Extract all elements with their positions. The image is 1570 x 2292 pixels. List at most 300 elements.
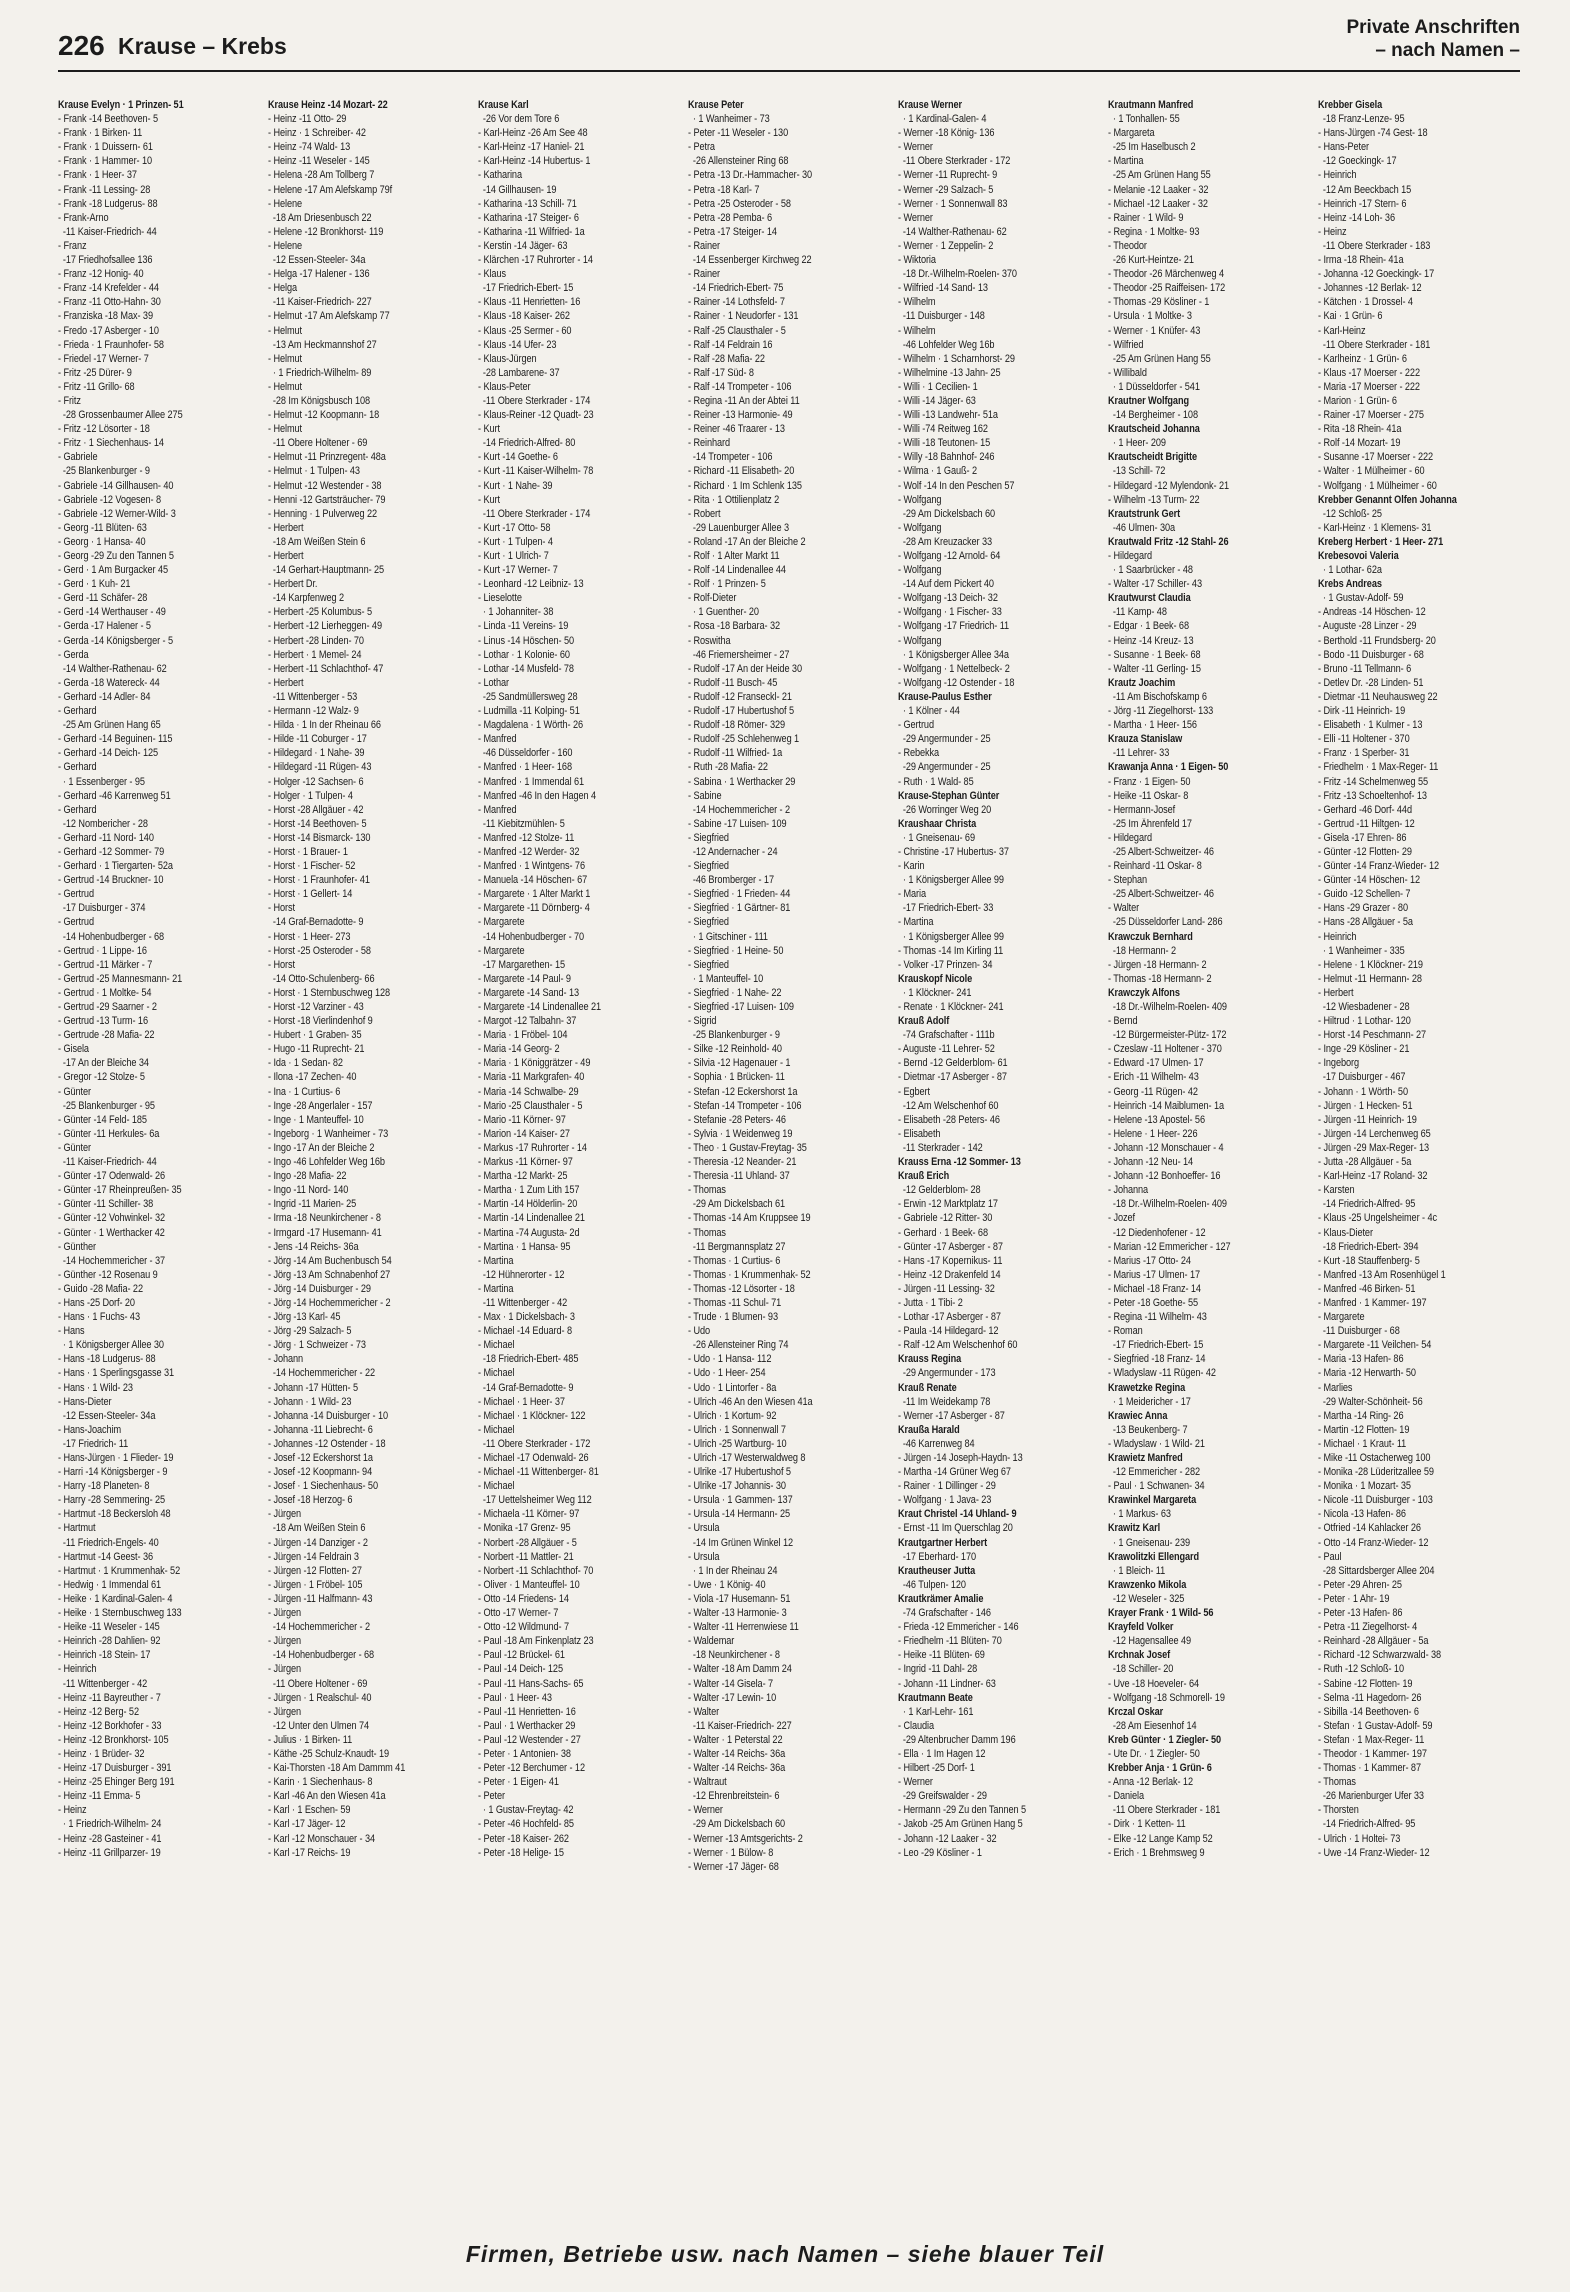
directory-entry: - Manfred [478, 803, 517, 816]
directory-entry: -18 Neunkirchener - 8 [692, 1649, 780, 1662]
directory-entry: - Fritz -25 Dürer- 9 [58, 366, 132, 379]
directory-entry: - Gerhard · 1 Tiergarten- 52a [58, 860, 173, 873]
directory-entry: - Johann [268, 1353, 304, 1366]
directory-entry: - Selma -11 Hagedorn- 26 [1318, 1691, 1422, 1704]
directory-entry: - Wilma · 1 Gauß- 2 [898, 465, 977, 478]
directory-entry: - Hubert · 1 Graben- 35 [268, 1029, 362, 1042]
directory-entry: Krautmann Beate [898, 1691, 973, 1704]
directory-entry: - Gerhard [58, 705, 97, 718]
directory-entry: - Thomas -12 Lösorter - 18 [688, 1282, 795, 1295]
directory-entry: - Ingeborg · 1 Wanheimer - 73 [268, 1127, 389, 1140]
directory-entry: - Georg -11 Blüten- 63 [58, 521, 147, 534]
directory-entry: - Martin -14 Lindenallee 21 [478, 1212, 585, 1225]
directory-entry: - Viola -17 Husemann- 51 [688, 1592, 791, 1605]
directory-entry: - Hartmut [58, 1522, 96, 1535]
directory-entry: -11 Kaiser-Friedrich- 227 [272, 296, 372, 309]
directory-entry: - Peter · 1 Antonien- 38 [478, 1747, 571, 1760]
directory-entry: · 1 Essenberger - 95 [62, 775, 145, 788]
directory-entry: - Rolf · 1 Prinzen- 5 [688, 578, 766, 591]
directory-entry: - Auguste -28 Linzer - 29 [1318, 620, 1417, 633]
directory-entry: -26 Kurt-Heintze- 21 [1112, 254, 1194, 267]
directory-entry: - Josef -12 Eckershorst 1a [268, 1452, 373, 1464]
directory-entry: - Siegfried · 1 Heine- 50 [688, 944, 784, 957]
directory-entry: - Johannes -12 Berlak- 12 [1318, 282, 1422, 295]
directory-entry: - Hans -18 Ludgerus- 88 [58, 1353, 156, 1366]
directory-entry: -11 Friedrich-Engels- 40 [62, 1536, 159, 1549]
directory-entry: Krayfeld Volker [1108, 1621, 1174, 1634]
directory-entry: -29 Angermunder - 25 [902, 733, 991, 746]
directory-entry: - Rolf · 1 Alter Markt 11 [688, 550, 780, 562]
directory-entry: - Helmut [268, 380, 303, 393]
directory-entry: Krchnak Josef [1108, 1649, 1171, 1662]
directory-entry: - Udo · 1 Lintorfer - 8a [688, 1381, 777, 1394]
directory-entry: - Günther [58, 1240, 97, 1253]
directory-entry: - Richard · 1 Im Schlenk 135 [688, 479, 802, 492]
directory-entry: -14 Graf-Bernadotte- 9 [272, 916, 364, 929]
directory-entry: - Thomas · 1 Krummenhak- 52 [688, 1268, 811, 1281]
directory-entry: - Theodor [1108, 239, 1147, 252]
directory-entry: -12 Goeckingk- 17 [1322, 155, 1397, 168]
directory-entry: - Inge -28 Angerlaler - 157 [268, 1099, 373, 1112]
directory-entry: - Theo · 1 Gustav-Freytag- 35 [688, 1141, 807, 1154]
directory-entry: -26 Allensteiner Ring 68 [692, 155, 789, 168]
directory-entry: - Ralf -14 Trompeter - 106 [688, 380, 792, 393]
directory-entry: Krautscheidt Brigitte [1108, 451, 1198, 464]
directory-entry: - Robert [688, 507, 721, 520]
directory-entry: · 1 Gneisenau- 239 [1112, 1536, 1190, 1549]
directory-entry: - Georg -29 Zu den Tannen 5 [58, 550, 174, 562]
directory-entry: - Henning · 1 Pulverweg 22 [268, 507, 378, 520]
directory-entry: -12 Gelderblom- 28 [902, 1184, 981, 1197]
directory-entry: - Heinz -12 Bronkhorst- 105 [58, 1733, 169, 1746]
directory-entry: - Jürgen [268, 1607, 302, 1620]
directory-entry: - Roman [1108, 1325, 1143, 1338]
directory-entry: - Sylvia · 1 Weidenweg 19 [688, 1127, 793, 1140]
directory-entry: - Henni -12 Gartsträucher- 79 [268, 493, 386, 506]
directory-entry: - Gabriele -12 Werner-Wild- 3 [58, 507, 176, 520]
directory-entry: - Sigrid [688, 1015, 717, 1028]
directory-entry: - Otfried -14 Kahlacker 26 [1318, 1522, 1421, 1535]
directory-entry: - Michael [478, 1480, 515, 1493]
directory-entry: - Oliver · 1 Manteuffel- 10 [478, 1578, 580, 1591]
directory-entry: - Ulrich · 1 Holtei- 73 [1318, 1832, 1401, 1845]
directory-entry: - Jörg -11 Ziegelhorst- 133 [1108, 705, 1214, 718]
directory-column-7 [1318, 98, 1518, 2188]
directory-entry: - Franz · 1 Eigen- 50 [1108, 775, 1191, 788]
directory-entry: - Jürgen -14 Danziger - 2 [268, 1536, 368, 1549]
directory-entry: - Margarete -11 Veilchen- 54 [1318, 1339, 1432, 1352]
directory-entry: · 1 Wanheimer - 73 [692, 113, 770, 126]
page-category-line-1: Private Anschriften [1346, 17, 1520, 38]
directory-entry: - Petra -25 Osteroder - 58 [688, 197, 791, 210]
directory-entry: - Ingo -28 Mafia- 22 [268, 1170, 347, 1183]
directory-entry: - Martha -12 Markt- 25 [478, 1170, 568, 1183]
directory-entry: - Gisela -17 Ehren- 86 [1318, 831, 1407, 844]
directory-entry: - Walter [688, 1705, 720, 1718]
directory-entry: - Franz -12 Honig- 40 [58, 268, 144, 281]
directory-entry: · 1 Kardinal-Galen- 4 [902, 113, 987, 126]
directory-entry: -12 Am Beeckbach 15 [1322, 183, 1412, 196]
directory-entry: - Rudolf -17 An der Heide 30 [688, 662, 802, 675]
directory-entry: - Gerda [58, 648, 89, 661]
directory-entry: -14 Hochemmericher - 22 [272, 1367, 376, 1380]
directory-entry: - Martha · 1 Zum Lith 157 [478, 1184, 580, 1197]
directory-entry: - Marian -12 Emmericher - 127 [1108, 1240, 1231, 1253]
directory-entry: - Elisabeth [898, 1127, 941, 1140]
directory-entry: -14 Walther-Rathenau- 62 [62, 662, 167, 675]
directory-entry: - Katharina [478, 169, 522, 182]
directory-entry: - Frank · 1 Heer- 37 [58, 169, 137, 182]
directory-entry: - Heinz [58, 1804, 87, 1817]
directory-entry: Krauss Erna -12 Sommer- 13 [898, 1156, 1021, 1169]
directory-entry: -18 Am Weißen Stein 6 [272, 535, 366, 548]
directory-entry: - Ulrich -25 Wartburg- 10 [688, 1437, 787, 1450]
directory-entry: - Helene [268, 239, 303, 252]
directory-entry: - Horst -14 Beethoven- 5 [268, 817, 367, 830]
directory-entry: - Mario -11 Körner- 97 [478, 1113, 566, 1126]
directory-entry: - Michael · 1 Kraut- 11 [1318, 1437, 1407, 1450]
directory-entry: - Fritz -11 Grillo- 68 [58, 380, 135, 393]
directory-entry: - Horst [268, 958, 295, 971]
directory-entry: - Siegfried -18 Franz- 14 [1108, 1353, 1206, 1366]
directory-entry: -26 Vor dem Tore 6 [482, 113, 560, 126]
directory-entry: - Katharina -17 Steiger- 6 [478, 211, 579, 224]
directory-entry: - Siegfried [688, 958, 729, 971]
directory-entry: - Hartmut · 1 Krummenhak- 52 [58, 1564, 181, 1577]
directory-entry: - Roswitha [688, 634, 731, 647]
directory-entry: · 1 Meidericher - 17 [1112, 1395, 1191, 1408]
directory-entry: - Thomas -14 Im Kirling 11 [898, 944, 1004, 957]
directory-entry: - Herbert -25 Kolumbus- 5 [268, 606, 373, 619]
directory-entry: -12 Essen-Steeler- 34a [272, 254, 366, 267]
directory-entry: -14 Auf dem Pickert 40 [902, 578, 994, 591]
directory-entry: - Friedhelm · 1 Max-Reger- 11 [1318, 761, 1439, 774]
directory-entry: - Michaela -11 Körner- 97 [478, 1508, 580, 1521]
directory-entry: - Peter -18 Kaiser- 262 [478, 1832, 569, 1845]
directory-entry: -14 Hochemmericher - 37 [62, 1254, 166, 1267]
directory-entry: - Martha -14 Ring- 26 [1318, 1409, 1404, 1422]
directory-entry: - Wolfgang · 1 Mülheimer - 60 [1318, 479, 1437, 492]
directory-entry: - Karsten [1318, 1184, 1355, 1197]
directory-entry: - Franz -11 Otto-Hahn- 30 [58, 296, 161, 309]
directory-entry: Kraushaar Christa [898, 817, 977, 830]
directory-entry: - Heinz -12 Drakenfeld 14 [898, 1268, 1001, 1281]
directory-entry: -29 Angermunder - 25 [902, 761, 991, 774]
directory-entry: - Martina [478, 1282, 514, 1295]
directory-entry: -29 Am Dickelsbach 60 [692, 1818, 786, 1831]
directory-entry: - Kurt · 1 Tulpen- 4 [478, 535, 553, 548]
directory-entry: - Jutta · 1 Tibi- 2 [898, 1296, 963, 1309]
directory-entry: - Ulrich · 1 Sonnenwall 7 [688, 1423, 786, 1436]
directory-entry: - Karlheinz · 1 Grün- 6 [1318, 352, 1407, 365]
directory-entry: - Guido -28 Mafia- 22 [58, 1282, 143, 1295]
directory-entry: -11 Obere Sterkrader - 174 [482, 394, 591, 407]
directory-entry: - Hilde -11 Coburger - 17 [268, 733, 367, 746]
directory-entry: - Paul [1318, 1550, 1342, 1563]
directory-entry: Krauß Adolf [898, 1015, 950, 1028]
directory-entry: - Theresia -12 Neander- 21 [688, 1156, 797, 1169]
directory-entry: -25 Düsseldorfer Land- 286 [1112, 916, 1223, 929]
directory-entry: -14 Gillhausen- 19 [482, 183, 557, 196]
directory-entry: - Jürgen -12 Flotten- 27 [268, 1564, 362, 1577]
directory-entry: - Heinz -11 Weseler - 145 [268, 155, 370, 168]
directory-entry: - Jürgen [268, 1508, 302, 1521]
directory-column-3 [478, 98, 678, 2188]
directory-entry: - Gerda -14 Königsberger - 5 [58, 634, 173, 647]
directory-entry: - Ida · 1 Sedan- 82 [268, 1057, 343, 1070]
directory-entry: -11 Kiebitzmühlen- 5 [482, 817, 565, 830]
directory-entry: - Gerhard -46 Karrenweg 51 [58, 789, 171, 802]
directory-entry: - Lieselotte [478, 592, 522, 605]
directory-entry: -25 Am Grünen Hang 55 [1112, 352, 1211, 365]
directory-entry: -25 Im Haselbusch 2 [1112, 141, 1196, 154]
directory-entry: - Irmgard -17 Husemann- 41 [268, 1226, 382, 1239]
directory-entry: - Maria -14 Schwalbe- 29 [478, 1085, 579, 1098]
directory-entry: - Johann -17 Hütten- 5 [268, 1381, 358, 1394]
directory-entry: · 1 Friedrich-Wilhelm- 89 [272, 366, 372, 379]
directory-entry: -25 Blankenburger - 9 [692, 1029, 780, 1042]
directory-entry: - Kurt -17 Werner- 7 [478, 564, 558, 577]
directory-entry: - Sabine -17 Luisen- 109 [688, 817, 787, 830]
directory-entry: - Ulrich · 1 Kortum- 92 [688, 1409, 777, 1422]
directory-entry: - Paul · 1 Werthacker 29 [478, 1719, 576, 1732]
directory-entry: - Rita · 1 Ottilienplatz 2 [688, 493, 780, 506]
directory-entry: - Margarete -14 Lindenallee 21 [478, 1001, 601, 1013]
directory-entry: - Siegfried · 1 Nahe- 22 [688, 986, 782, 999]
directory-entry: - Linda -11 Vereins- 19 [478, 620, 569, 633]
directory-entry: - Karl-Heinz · 1 Klemens- 31 [1318, 521, 1432, 534]
directory-entry: - Horst -18 Vierlindenhof 9 [268, 1015, 373, 1028]
directory-entry: - Rudolf -12 Franseckl- 21 [688, 690, 792, 703]
directory-entry: -25 Im Ährenfeld 17 [1112, 817, 1192, 830]
directory-entry: - Paul -12 Westender - 27 [478, 1733, 581, 1746]
directory-entry: Krauss Regina [898, 1353, 962, 1366]
directory-entry: - Edgar · 1 Beek- 68 [1108, 620, 1189, 633]
directory-entry: - Karl-Heinz -26 Am See 48 [478, 127, 588, 140]
directory-entry: - Julius · 1 Birken- 11 [268, 1733, 353, 1746]
directory-entry: - Johanna -11 Liebrecht- 6 [268, 1423, 373, 1436]
directory-entry: - Udo · 1 Heer- 254 [688, 1367, 766, 1380]
directory-entry: - Udo · 1 Hansa- 112 [688, 1353, 772, 1366]
directory-entry: - Wiktoria [898, 254, 936, 267]
directory-entry: - Rainer [688, 268, 720, 281]
directory-entry: -18 Dr.-Wilhelm-Roelen- 409 [1112, 1001, 1227, 1013]
directory-entry: - Ulrich -46 An den Wiesen 41a [688, 1395, 813, 1408]
directory-entry: - Wilhelm · 1 Scharnhorst- 29 [898, 352, 1015, 365]
directory-entry: - Michael -14 Eduard- 8 [478, 1325, 572, 1338]
directory-entry: Krebber Genannt Olfen Johanna [1318, 493, 1457, 506]
directory-entry: - Manfred · 1 Kammer- 197 [1318, 1296, 1427, 1309]
directory-entry: -29 Walter-Schönheit- 56 [1322, 1395, 1423, 1408]
directory-entry: - Michael [478, 1339, 515, 1352]
directory-entry: -17 Friedrich-Ebert- 33 [902, 902, 994, 915]
directory-entry: - Dirk · 1 Ketten- 11 [1108, 1818, 1186, 1831]
directory-entry: - Kurt -11 Kaiser-Wilhelm- 78 [478, 465, 594, 478]
directory-entry: - Wilhelm [898, 296, 936, 309]
directory-entry: -11 Lehrer- 33 [1112, 747, 1170, 760]
directory-entry: - Jörg -14 Duisburger - 29 [268, 1282, 371, 1295]
directory-entry: -25 Sandmüllersweg 28 [482, 690, 578, 703]
directory-entry: - Marius -17 Otto- 24 [1108, 1254, 1191, 1267]
directory-entry: - Siegfried [688, 860, 729, 873]
directory-entry: - Gertrud -11 Märker - 7 [58, 958, 153, 971]
directory-entry: - Czeslaw -11 Holtener - 370 [1108, 1043, 1222, 1056]
directory-entry: - Michael · 1 Klöckner- 122 [478, 1409, 586, 1422]
directory-entry: - Leonhard -12 Leibniz- 13 [478, 578, 584, 591]
directory-entry: -14 Friedrich-Alfred- 95 [1322, 1818, 1416, 1831]
directory-entry: - Manfred · 1 Heer- 168 [478, 761, 572, 774]
directory-entry: - Herbert [268, 550, 304, 562]
directory-entry: - Karl-Heinz -17 Roland- 32 [1318, 1170, 1428, 1183]
directory-entry: - Jürgen -14 Lerchenweg 65 [1318, 1127, 1431, 1140]
directory-entry: -13 Schill- 72 [1112, 465, 1166, 478]
directory-entry: - Gertrud -11 Hiltgen- 12 [1318, 817, 1415, 830]
directory-entry: -12 Bürgermeister-Pütz- 172 [1112, 1029, 1227, 1042]
directory-entry: - Bruno -11 Tellmann- 6 [1318, 662, 1412, 675]
directory-entry: - Manuela -14 Höschen- 67 [478, 874, 588, 887]
directory-entry: - Sibilla -14 Beethoven- 6 [1318, 1705, 1419, 1718]
directory-entry: - Werner [898, 141, 933, 154]
directory-entry: - Hans · 1 Wild- 23 [58, 1381, 133, 1394]
directory-entry: - Richard -12 Schwarzwald- 38 [1318, 1649, 1442, 1662]
directory-entry: - Stefan · 1 Gustav-Adolf- 59 [1318, 1719, 1433, 1732]
directory-entry: - Peter -46 Hochfeld- 85 [478, 1818, 574, 1831]
directory-entry: - Siegfried [688, 916, 729, 929]
directory-entry: - Karl-Heinz -14 Hubertus- 1 [478, 155, 591, 168]
directory-entry: - Walter · 1 Peterstal 22 [688, 1733, 783, 1746]
directory-entry: - Heinz -14 Kreuz- 13 [1108, 634, 1194, 647]
directory-entry: - Regina · 1 Moltke- 93 [1108, 225, 1200, 238]
directory-entry: - Reinhard -11 Oskar- 8 [1108, 860, 1202, 873]
directory-entry: - Hans -25 Dorf- 20 [58, 1296, 135, 1309]
directory-entry: -11 Wittenberger - 42 [482, 1296, 568, 1309]
directory-entry: · 1 Königsberger Allee 99 [902, 930, 1004, 943]
directory-entry: - Gerhard -14 Deich- 125 [58, 747, 159, 760]
directory-entry: · 1 Gneisenau- 69 [902, 831, 975, 844]
directory-entry: Krautmann Manfred [1108, 99, 1194, 111]
directory-entry: - Siegfried · 1 Frieden- 44 [688, 888, 791, 901]
directory-entry: - Jürgen -14 Feldrain 3 [268, 1550, 359, 1563]
directory-entry: Krawietz Manfred [1108, 1452, 1183, 1464]
directory-entry: - Gertrude -28 Mafia- 22 [58, 1029, 155, 1042]
directory-entry: - Ralf -17 Süd- 8 [688, 366, 754, 379]
directory-entry: - Klaus -14 Ufer- 23 [478, 338, 557, 351]
directory-entry: - Bernd [1108, 1015, 1138, 1028]
directory-entry: -28 Am Eiesenhof 14 [1112, 1719, 1197, 1732]
directory-entry: - Michael · 1 Heer- 37 [478, 1395, 565, 1408]
directory-entry: - Rainer -14 Lothsfeld- 7 [688, 296, 785, 309]
directory-entry: - Otto -17 Werner- 7 [478, 1607, 559, 1620]
directory-entry: - Sophia · 1 Brücken- 11 [688, 1071, 785, 1084]
directory-entry: - Hans · 1 Fuchs- 43 [58, 1311, 140, 1324]
directory-entry: - Margot -12 Talbahn- 37 [478, 1015, 577, 1028]
directory-entry: - Hans-Jürgen · 1 Flieder- 19 [58, 1452, 174, 1464]
directory-entry: - Fredo -17 Asberger - 10 [58, 324, 159, 337]
directory-entry: -14 Hochemmericher - 2 [692, 803, 791, 816]
directory-entry: - Petra -28 Pemba- 6 [688, 211, 773, 224]
directory-entry: - Horst · 1 Brauer- 1 [268, 845, 348, 858]
directory-entry: -25 Albert-Schweitzer- 46 [1112, 845, 1214, 858]
directory-entry: - Werner · 1 Knüfer- 43 [1108, 324, 1201, 337]
directory-entry: - Werner -29 Salzach- 5 [898, 183, 994, 196]
directory-entry: - Horst [268, 902, 295, 915]
directory-entry: - Kai · 1 Grün- 6 [1318, 310, 1383, 323]
directory-entry: -46 Tulpen- 120 [902, 1578, 966, 1591]
directory-entry: - Hans · 1 Sperlingsgasse 31 [58, 1367, 175, 1380]
directory-entry: - Stephan [1108, 874, 1148, 887]
directory-entry: - Walter -13 Harmonie- 3 [688, 1607, 787, 1620]
directory-entry: - Martin -14 Hölderlin- 20 [478, 1198, 578, 1211]
directory-entry: -11 Obere Sterkrader - 174 [482, 507, 591, 520]
directory-entry: - Willi · 1 Cecilien- 1 [898, 380, 978, 393]
directory-entry: - Ruth · 1 Wald- 85 [898, 775, 974, 788]
directory-entry: - Hiltrud · 1 Lothar- 120 [1318, 1015, 1411, 1028]
directory-entry: -11 Kaiser-Friedrich- 44 [62, 225, 157, 238]
directory-entry: - Erich · 1 Brehmsweg 9 [1108, 1846, 1205, 1859]
directory-entry: - Maria -11 Markgrafen- 40 [478, 1071, 585, 1084]
directory-entry: - Stefanie -28 Peters- 46 [688, 1113, 786, 1126]
directory-entry: · 1 Königsberger Allee 34a [902, 648, 1009, 661]
directory-entry: · 1 Guenther- 20 [692, 606, 759, 619]
directory-entry: -14 Gerhart-Hauptmann- 25 [272, 564, 385, 577]
directory-entry: -29 Altenbrucher Damm 196 [902, 1733, 1016, 1746]
directory-entry: -14 Friedrich-Ebert- 75 [692, 282, 784, 295]
directory-entry: - Klaus [478, 268, 506, 281]
directory-entry: -13 Beukenberg- 7 [1112, 1423, 1188, 1436]
directory-entry: - Hildegard -12 Mylendonk- 21 [1108, 479, 1230, 492]
directory-entry: - Rudolf -17 Hubertushof 5 [688, 705, 794, 718]
directory-entry: - Ella · 1 Im Hagen 12 [898, 1747, 986, 1760]
directory-entry: -11 Wittenberger - 42 [62, 1677, 148, 1690]
directory-entry: - Guido -12 Schellen- 7 [1318, 888, 1411, 901]
directory-entry: - Irma -18 Rhein- 41a [1318, 254, 1404, 267]
directory-entry: - Michael -11 Wittenberger- 81 [478, 1466, 599, 1479]
directory-entry: - Sabine -12 Flotten- 19 [1318, 1677, 1413, 1690]
directory-entry: - Monika -17 Grenz- 95 [478, 1522, 571, 1535]
directory-entry: - Heinz -11 Bayreuther - 7 [58, 1691, 161, 1704]
directory-entry: - Marion -14 Kaiser- 27 [478, 1127, 570, 1140]
directory-entry: - Karin · 1 Siechenhaus- 8 [268, 1776, 373, 1789]
directory-entry: -11 Im Weidekamp 78 [902, 1395, 991, 1408]
directory-entry: - Heinz -12 Borkhofer - 33 [58, 1719, 162, 1732]
directory-entry: - Kurt · 1 Ulrich- 7 [478, 550, 549, 562]
directory-entry: - Herbert [268, 521, 304, 534]
directory-entry: - Roland -17 An der Bleiche 2 [688, 535, 806, 548]
directory-entry: - Horst -28 Allgäuer - 42 [268, 803, 364, 816]
directory-entry: - Peter -12 Berchumer - 12 [478, 1762, 585, 1775]
directory-entry: · 1 Kölner - 44 [902, 705, 960, 718]
directory-entry: - Ilona -17 Zechen- 40 [268, 1071, 357, 1084]
directory-entry: -12 Am Welschenhof 60 [902, 1099, 999, 1112]
directory-entry: - Marlies [1318, 1381, 1353, 1394]
directory-entry: - Willi -13 Landwehr- 51a [898, 409, 998, 422]
directory-entry: Krawetzke Regina [1108, 1381, 1186, 1394]
directory-entry: - Otto -14 Franz-Wieder- 12 [1318, 1536, 1429, 1549]
directory-entry: - Walter · 1 Mülheimer - 60 [1318, 465, 1425, 478]
directory-entry: - Gertrud -14 Bruckner- 10 [58, 874, 164, 887]
directory-entry: - Karin [898, 860, 925, 873]
directory-entry: - Karl -17 Jäger- 12 [268, 1818, 346, 1831]
directory-entry: - Helmut [268, 352, 303, 365]
directory-entry: - Günter · 1 Werthacker 42 [58, 1226, 165, 1239]
directory-entry: Krebs Andreas [1318, 578, 1382, 591]
directory-entry: - Dietmar -17 Asberger - 87 [898, 1071, 1007, 1084]
directory-entry: · 1 Manteuffel- 10 [692, 972, 764, 985]
directory-entry: - Manfred -13 Am Rosenhügel 1 [1318, 1268, 1446, 1281]
directory-entry: - Margarete -11 Dörnberg- 4 [478, 902, 590, 915]
directory-entry: - Gerd · 1 Am Burgacker 45 [58, 564, 169, 577]
directory-entry: - Ralf -14 Feldrain 16 [688, 338, 773, 351]
